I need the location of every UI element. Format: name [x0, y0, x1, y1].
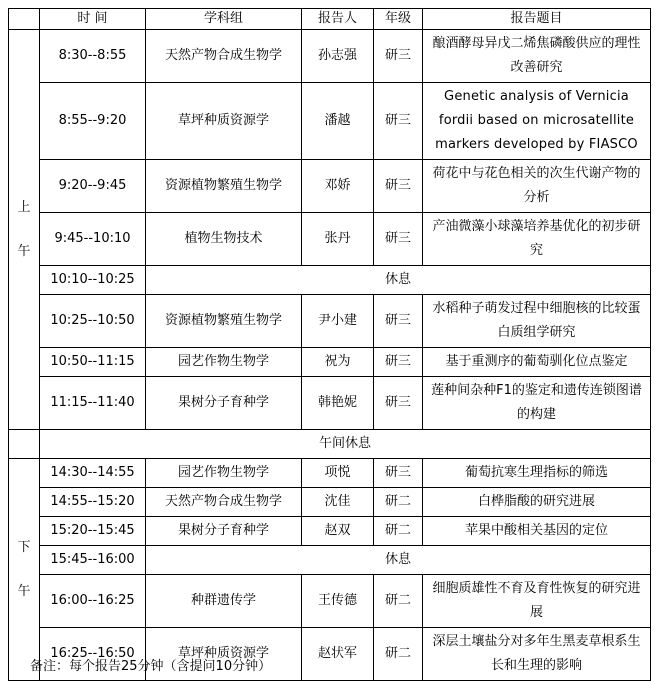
cell-time: 10:25--10:50	[40, 295, 146, 348]
cell-speaker: 潘越	[302, 83, 374, 160]
cell-group: 天然产物合成生物学	[146, 488, 302, 517]
cell-grade: 研三	[374, 377, 423, 430]
period-afternoon-char-2: 午	[17, 583, 31, 599]
table-row	[9, 213, 651, 266]
header-time: 时 间	[40, 9, 146, 30]
cell-time: 10:50--11:15	[40, 348, 146, 377]
cell-time: 9:45--10:10	[40, 213, 146, 266]
table-row	[9, 83, 651, 160]
cell-topic: 深层土壤盐分对多年生黑麦草根系生长和生理的影响	[423, 628, 651, 681]
table-row	[9, 30, 651, 83]
break-row	[9, 546, 651, 575]
cell-time: 15:45--16:00	[40, 546, 146, 575]
cell-topic: 荷花中与花色相关的次生代谢产物的分析	[423, 160, 651, 213]
header-grade: 年级	[374, 9, 423, 30]
break-label: 休息	[146, 266, 651, 295]
table-row	[9, 295, 651, 348]
table-row	[9, 377, 651, 430]
cell-speaker: 赵状军	[302, 628, 374, 681]
break-row	[9, 266, 651, 295]
cell-group: 种群遗传学	[146, 575, 302, 628]
cell-grade: 研二	[374, 488, 423, 517]
cell-speaker: 沈佳	[302, 488, 374, 517]
cell-grade: 研二	[374, 628, 423, 681]
period-morning	[9, 30, 40, 430]
cell-grade: 研三	[374, 348, 423, 377]
cell-grade: 研二	[374, 575, 423, 628]
header-speaker: 报告人	[302, 9, 374, 30]
cell-group: 植物生物技术	[146, 213, 302, 266]
table-row	[9, 459, 651, 488]
lunch-label: 午间休息	[40, 430, 651, 459]
period-morning-char-1: 上	[17, 199, 31, 215]
cell-speaker: 孙志强	[302, 30, 374, 83]
cell-time: 16:25--16:50	[40, 628, 146, 681]
cell-group: 园艺作物生物学	[146, 348, 302, 377]
cell-group: 天然产物合成生物学	[146, 30, 302, 83]
cell-speaker: 赵双	[302, 517, 374, 546]
cell-time: 11:15--11:40	[40, 377, 146, 430]
header-row	[9, 9, 651, 30]
cell-time: 8:30--8:55	[40, 30, 146, 83]
cell-grade: 研三	[374, 83, 423, 160]
table-row	[9, 488, 651, 517]
cell-grade: 研三	[374, 160, 423, 213]
lunch-blank	[9, 430, 40, 459]
cell-group: 资源植物繁殖生物学	[146, 295, 302, 348]
cell-topic: 苹果中酸相关基因的定位	[423, 517, 651, 546]
cell-grade: 研三	[374, 213, 423, 266]
cell-grade: 研三	[374, 459, 423, 488]
cell-speaker: 韩艳妮	[302, 377, 374, 430]
header-topic: 报告题目	[423, 9, 651, 30]
break-label: 休息	[146, 546, 651, 575]
schedule-table	[8, 8, 651, 681]
cell-topic: 葡萄抗寒生理指标的筛选	[423, 459, 651, 488]
table-row	[9, 575, 651, 628]
cell-time: 16:00--16:25	[40, 575, 146, 628]
cell-speaker: 项悦	[302, 459, 374, 488]
cell-group: 草坪种质资源学	[146, 83, 302, 160]
table-row	[9, 517, 651, 546]
lunch-row	[9, 430, 651, 459]
cell-topic: 细胞质雄性不育及育性恢复的研究进展	[423, 575, 651, 628]
table-row	[9, 160, 651, 213]
period-morning-char-2: 午	[17, 243, 31, 259]
cell-group: 果树分子育种学	[146, 517, 302, 546]
cell-topic: 产油微藻小球藻培养基优化的初步研究	[423, 213, 651, 266]
cell-speaker: 邓娇	[302, 160, 374, 213]
cell-group: 草坪种质资源学	[146, 628, 302, 681]
cell-topic: 基于重测序的葡萄驯化位点鉴定	[423, 348, 651, 377]
cell-time: 9:20--9:45	[40, 160, 146, 213]
cell-topic: 酿酒酵母异戊二烯焦磷酸供应的理性改善研究	[423, 30, 651, 83]
cell-time: 14:55--15:20	[40, 488, 146, 517]
cell-group: 资源植物繁殖生物学	[146, 160, 302, 213]
cell-grade: 研三	[374, 30, 423, 83]
cell-time: 10:10--10:25	[40, 266, 146, 295]
cell-time: 15:20--15:45	[40, 517, 146, 546]
cell-topic: 莲种间杂种F1的鉴定和遗传连锁图谱的构建	[423, 377, 651, 430]
cell-group: 果树分子育种学	[146, 377, 302, 430]
cell-group: 园艺作物生物学	[146, 459, 302, 488]
header-group: 学科组	[146, 9, 302, 30]
cell-time: 14:30--14:55	[40, 459, 146, 488]
cell-topic: Genetic analysis of Vernicia fordii based on microsatellite markers developed by FIASCO	[423, 83, 651, 160]
cell-topic: 白桦脂酸的研究进展	[423, 488, 651, 517]
table-row	[9, 348, 651, 377]
cell-grade: 研二	[374, 517, 423, 546]
period-afternoon-char-1: 下	[17, 539, 31, 555]
cell-speaker: 张丹	[302, 213, 374, 266]
cell-grade: 研三	[374, 295, 423, 348]
cell-speaker: 祝为	[302, 348, 374, 377]
cell-topic: 水稻种子萌发过程中细胞核的比较蛋白质组学研究	[423, 295, 651, 348]
cell-speaker: 尹小建	[302, 295, 374, 348]
period-afternoon	[9, 459, 40, 681]
cell-speaker: 王传德	[302, 575, 374, 628]
footnote: 备注：每个报告25分钟（含提问10分钟）	[30, 659, 272, 674]
cell-time: 8:55--9:20	[40, 83, 146, 160]
header-blank	[9, 9, 40, 30]
